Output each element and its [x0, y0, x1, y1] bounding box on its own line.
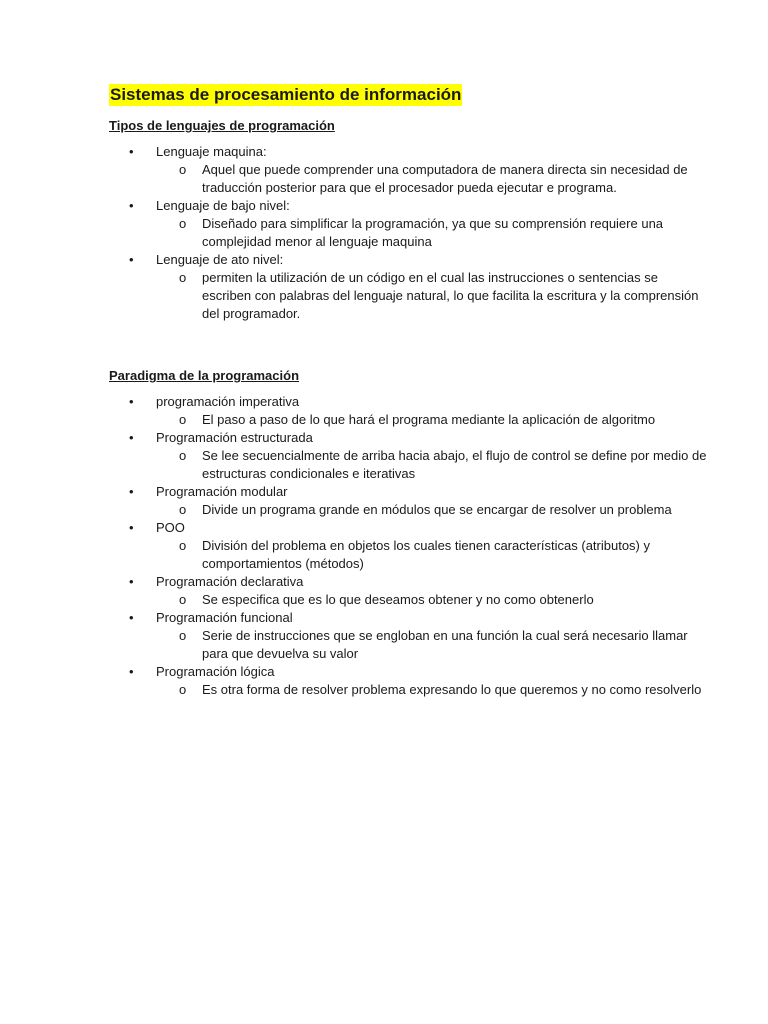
sub-list-item [156, 501, 709, 519]
list-item [109, 197, 709, 251]
document-page [109, 84, 709, 699]
circle-bullet-icon: o [179, 502, 187, 517]
sub-list [156, 627, 709, 663]
list-item [109, 429, 709, 483]
sub-list-item [156, 447, 709, 483]
list-item-label: programación imperativa [156, 394, 300, 409]
bullet-icon: • [129, 144, 134, 159]
sub-list-item [156, 591, 709, 609]
list-item-label: Programación funcional [156, 610, 293, 625]
circle-bullet-icon: o [179, 448, 187, 463]
sub-list [156, 501, 709, 519]
sub-list-item-text: Aquel que puede comprender una computadora de manera directa sin necesidad de traducción posterior para que el procesador pueda ejecutar e programa. [202, 162, 688, 195]
sub-list-item-text: Diseñado para simplificar la programación, ya que su comprensión requiere una complejidad menor al lenguaje maquina [202, 216, 664, 249]
list-item-label: Programación declarativa [156, 574, 304, 589]
bullet-icon: • [129, 252, 134, 267]
sub-list-item-text: Es otra forma de resolver problema expresando lo que queremos y no como resolverlo [202, 682, 702, 697]
section-heading-lenguajes: Tipos de lenguajes de programación [109, 118, 335, 133]
circle-bullet-icon: o [179, 682, 187, 697]
sub-list-item-text: División del problema en objetos los cuales tienen características (atributos) y comportamientos (métodos) [202, 538, 650, 571]
list-item-label: POO [156, 520, 185, 535]
sub-list-item [156, 681, 709, 699]
list-item-label: Lenguaje de bajo nivel: [156, 198, 290, 213]
bullet-icon: • [129, 484, 134, 499]
list-paradigmas [109, 393, 709, 699]
bullet-icon: • [129, 520, 134, 535]
sub-list-item [156, 627, 709, 663]
list-item [109, 519, 709, 573]
list-item-label: Programación lógica [156, 664, 275, 679]
sub-list [156, 215, 709, 251]
list-item [109, 393, 709, 429]
sub-list [156, 161, 709, 197]
circle-bullet-icon: o [179, 412, 187, 427]
sub-list-item [156, 215, 709, 251]
circle-bullet-icon: o [179, 538, 187, 553]
list-item [109, 609, 709, 663]
sub-list-item [156, 269, 709, 323]
sub-list-item [156, 161, 709, 197]
list-item-label: Programación modular [156, 484, 288, 499]
list-item [109, 663, 709, 699]
sub-list-item-text: Se lee secuencialmente de arriba hacia abajo, el flujo de control se define por medio de estructuras condicionales e iterativas [202, 448, 707, 481]
circle-bullet-icon: o [179, 216, 187, 231]
list-item [109, 143, 709, 197]
sub-list-item-text: Se especifica que es lo que deseamos obtener y no como obtenerlo [202, 592, 594, 607]
sub-list [156, 269, 709, 323]
sub-list [156, 447, 709, 483]
list-item [109, 573, 709, 609]
bullet-icon: • [129, 430, 134, 445]
list-item-label: Programación estructurada [156, 430, 313, 445]
sub-list-item-text: Serie de instrucciones que se engloban en una función la cual será necesario llamar para que devuelva su valor [202, 628, 688, 661]
bullet-icon: • [129, 394, 134, 409]
bullet-icon: • [129, 610, 134, 625]
list-item-label: Lenguaje de ato nivel: [156, 252, 284, 267]
list-item [109, 251, 709, 323]
sub-list [156, 537, 709, 573]
list-lenguajes [109, 143, 709, 323]
sub-list-item-text: Divide un programa grande en módulos que se encargar de resolver un problema [202, 502, 672, 517]
sub-list-item-text: El paso a paso de lo que hará el programa mediante la aplicación de algoritmo [202, 412, 656, 427]
bullet-icon: • [129, 198, 134, 213]
sub-list [156, 591, 709, 609]
bullet-icon: • [129, 664, 134, 679]
document-title: Sistemas de procesamiento de información [110, 85, 462, 104]
sub-list [156, 681, 709, 699]
sub-list-item [156, 537, 709, 573]
list-item [109, 483, 709, 519]
list-item-label: Lenguaje maquina: [156, 144, 267, 159]
sub-list-item-text: permiten la utilización de un código en el cual las instrucciones o sentencias se escriben con palabras del lenguaje natural, lo que facilita la escritura y la comprensión del programador. [202, 270, 699, 321]
circle-bullet-icon: o [179, 592, 187, 607]
bullet-icon: • [129, 574, 134, 589]
circle-bullet-icon: o [179, 270, 187, 285]
sub-list [156, 411, 709, 429]
circle-bullet-icon: o [179, 628, 187, 643]
section-heading-paradigma: Paradigma de la programación [109, 368, 300, 383]
sub-list-item [156, 411, 709, 429]
circle-bullet-icon: o [179, 162, 187, 177]
